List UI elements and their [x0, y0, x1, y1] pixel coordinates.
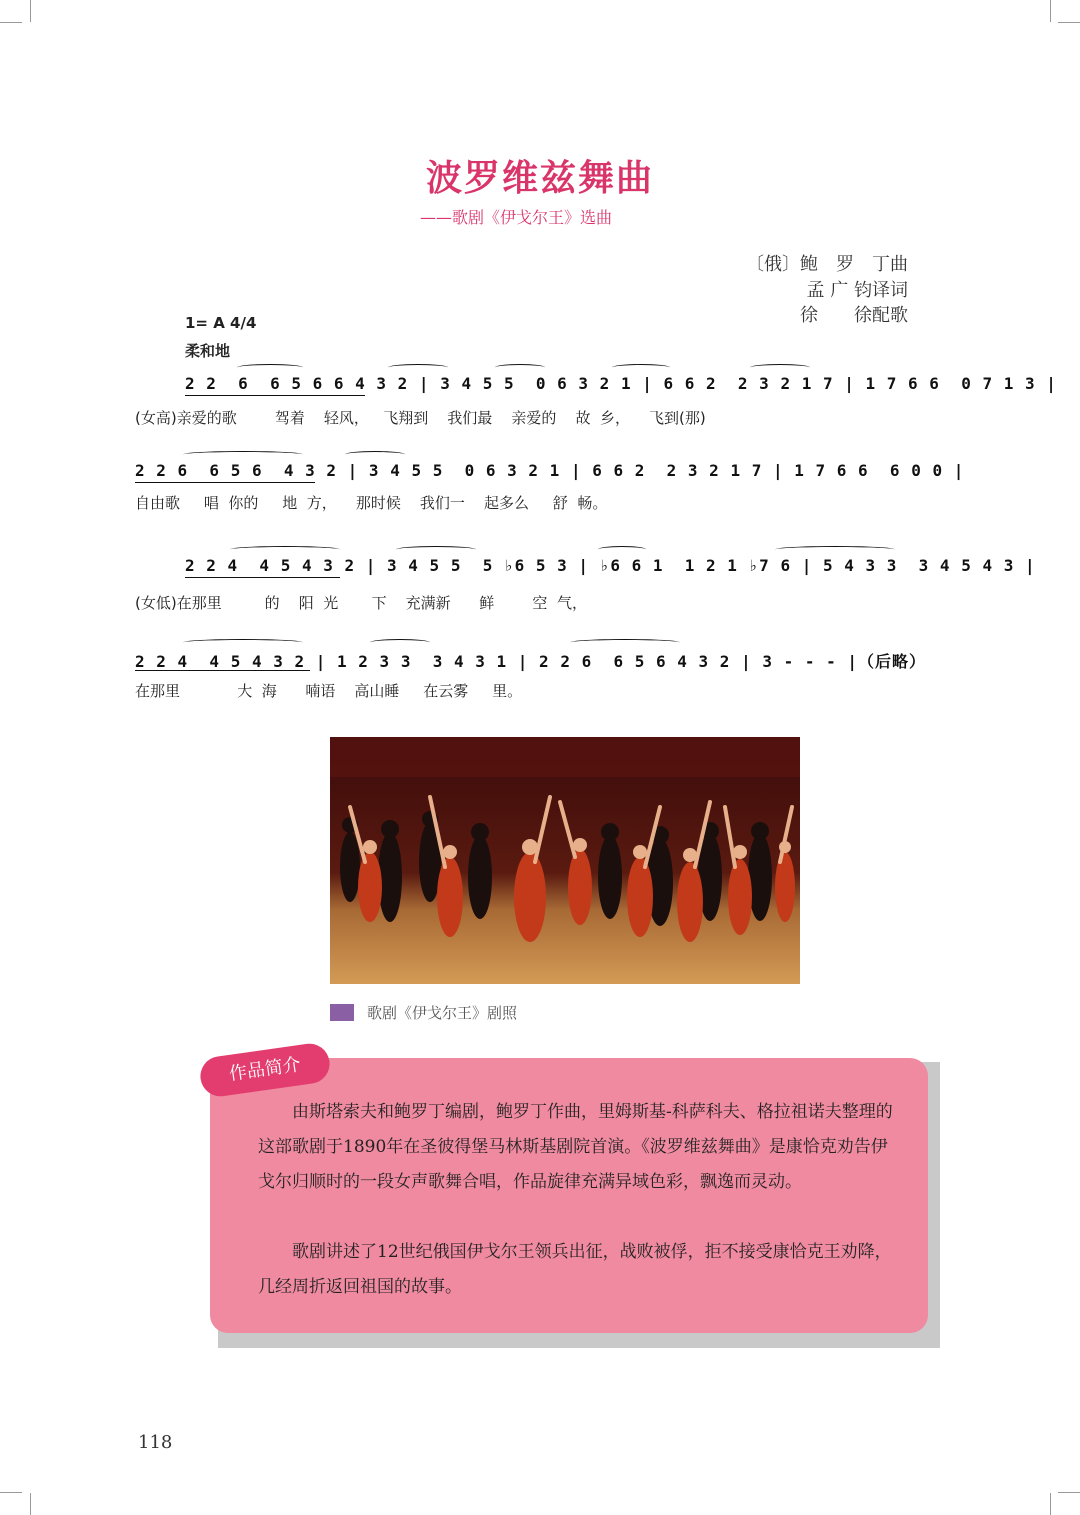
crop-mark — [1050, 1493, 1051, 1515]
slur — [495, 364, 545, 371]
beam-line — [135, 670, 310, 671]
crop-mark — [1058, 1492, 1080, 1493]
crop-mark — [1058, 22, 1080, 23]
score-notes-line-1: 2 2 6 6 5 6 6 4 3 2 | 3 4 5 5 0 6 3 2 1 | 6 6 2 2 3 2 1 7 | 1 7 6 6 0 7 1 3 | — [185, 374, 1057, 393]
slur — [612, 364, 670, 371]
song-subtitle: ——歌剧《伊戈尔王》选曲 — [420, 208, 613, 227]
score-lyrics-line-1: (女高)亲爱的歌 驾着 轻风， 飞翔到 我们最 亲爱的 故 乡， 飞到(那) — [135, 409, 706, 427]
crop-mark — [30, 0, 31, 22]
score-notes-line-2: 2 2 6 6 5 6 4 3 2 | 3 4 5 5 0 6 3 2 1 | 6 6 2 2 3 2 1 7 | 1 7 6 6 6 0 0 | — [135, 461, 965, 480]
slur — [183, 639, 303, 646]
score-lyrics-line-2: 自由歌 唱 你的 地 方， 那时候 我们一 起多么 舒 畅。 — [135, 494, 608, 512]
photo-caption: 歌剧《伊戈尔王》剧照 — [367, 1004, 518, 1022]
slur — [396, 546, 476, 553]
slur — [345, 451, 405, 458]
crop-mark — [30, 1493, 31, 1515]
caption-color-swatch — [330, 1004, 354, 1021]
intro-tag: 作品简介 — [198, 1041, 332, 1099]
score-lyrics-line-4: 在那里 大 海 喃语 高山睡 在云雾 里。 — [135, 682, 523, 700]
opera-stage-photo — [330, 737, 800, 984]
slur — [570, 639, 680, 646]
score-notes-line-4: 2 2 4 4 5 4 3 2 | 1 2 3 3 3 4 3 1 | 2 2 6 6 5 6 4 3 2 | 3 - - - |（后略） — [135, 652, 927, 671]
slur — [370, 639, 430, 646]
crop-mark — [0, 22, 22, 23]
crop-mark — [0, 1492, 22, 1493]
translator-credit: 孟 广 钧译词 — [806, 280, 908, 301]
key-signature: 1= A 4/4 — [185, 314, 257, 332]
intro-paragraph-1: 由斯塔索夫和鲍罗丁编剧，鲍罗丁作曲，里姆斯基-科萨科夫、格拉祖诺夫整理的这部歌剧于1890年在圣彼得堡马林斯基剧院首演。《波罗维兹舞曲》是康恰克劝告伊戈尔归顺时的一段女声歌舞合唱，作品旋律充满异域色彩，飘逸而灵动。 — [258, 1102, 893, 1192]
slur — [775, 546, 895, 553]
slur — [598, 546, 646, 553]
song-title: 波罗维兹舞曲 — [425, 158, 654, 199]
score-notes-line-3: 2 2 4 4 5 4 3 2 | 3 4 5 5 5 ♭6 5 3 | ♭6 6 1 1 2 1 ♭7 6 | 5 4 3 3 3 4 5 4 3 | — [185, 556, 1036, 575]
slur — [237, 364, 303, 371]
slur — [183, 451, 303, 458]
beam-line — [185, 577, 340, 578]
arranger-credit: 徐 徐配歌 — [800, 305, 908, 326]
tempo-marking: 柔和地 — [185, 342, 231, 360]
slur — [388, 364, 448, 371]
crop-mark — [1050, 0, 1051, 22]
beam-line — [135, 482, 315, 483]
slur — [750, 364, 810, 371]
slur — [230, 546, 340, 553]
page-number: 118 — [138, 1432, 173, 1453]
intro-paragraph-2: 歌剧讲述了12世纪俄国伊戈尔王领兵出征，战败被俘，拒不接受康恰克王劝降，几经周折返回祖国的故事。 — [258, 1242, 892, 1297]
score-lyrics-line-3: (女低)在那里 的 阳 光 下 充满新 鲜 空 气， — [135, 594, 587, 612]
composer-credit: 〔俄〕鲍 罗 丁曲 — [746, 254, 908, 275]
beam-line — [185, 395, 365, 396]
